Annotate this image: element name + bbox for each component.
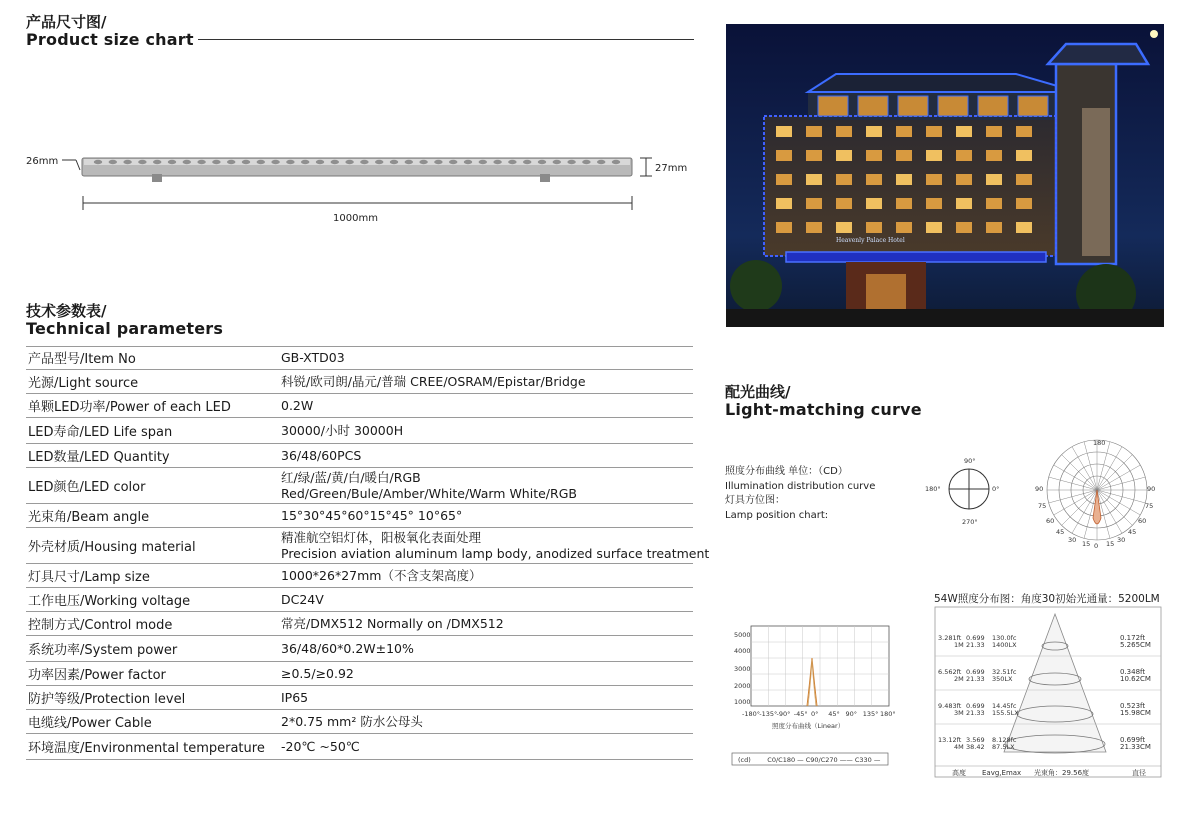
led-dot: [212, 160, 220, 164]
light-curve-title-cn: 配光曲线/: [725, 383, 791, 401]
tech-key: LED颜色/LED color: [28, 480, 146, 495]
bracket-left: [152, 174, 162, 182]
tech-key: 功率因素/Power factor: [28, 668, 166, 683]
building-window: [1016, 150, 1032, 161]
building-photo: [726, 24, 1164, 327]
lamp-drawing: [0, 0, 700, 230]
linear-chart: [724, 620, 900, 770]
linear-y-3000: 3000: [734, 665, 751, 673]
moon-icon: [1150, 30, 1158, 38]
dim-length-label: 1000mm: [333, 213, 378, 224]
building-window: [926, 174, 942, 185]
tech-value-line: -20℃ ~50℃: [281, 738, 360, 754]
light-curve-title-en: Light-matching curve: [725, 400, 922, 420]
tech-value: [281, 568, 693, 584]
tech-value: [281, 641, 693, 657]
linear-caption: 照度分布曲线（Linear）: [772, 722, 845, 730]
tech-value-line: Red/Green/Bule/Amber/White/Warm White/RGB: [281, 485, 577, 501]
tech-value-line: 15°30°45°60°15°45° 10°65°: [281, 507, 463, 523]
cone-cell-h-ft: 6.562ft: [938, 668, 962, 676]
linear-y-5000: 5000: [734, 631, 751, 639]
building-window: [986, 174, 1002, 185]
led-dot: [464, 160, 472, 164]
technical-title-cn: 技术参数表/: [26, 302, 107, 320]
led-dot: [168, 160, 176, 164]
cone-cell-lx: 155.5LX: [992, 709, 1019, 717]
linear-y-4000: 4000: [734, 647, 751, 655]
polar-label-90l: 90: [1035, 485, 1044, 493]
linear-x-tick: 0°: [811, 710, 819, 718]
technical-title: [26, 303, 223, 339]
tech-key: 光束角/Beam angle: [28, 510, 150, 525]
tech-value-line: 0.2W: [281, 397, 314, 413]
building-window: [986, 126, 1002, 137]
building-window: [806, 126, 822, 137]
polar-spoke: [1097, 490, 1145, 503]
compass-left: 180°: [925, 485, 941, 493]
cone-cell-lx: 1400LX: [992, 641, 1017, 649]
linear-x-tick: -135°: [759, 710, 778, 718]
tech-row: [26, 612, 693, 636]
tech-value: [281, 508, 693, 524]
cone-cell-d-cm: 15.98CM: [1120, 709, 1151, 717]
led-dot: [109, 160, 117, 164]
tech-row: [26, 564, 693, 588]
building-window: [986, 150, 1002, 161]
building-window: [986, 222, 1002, 233]
tech-row: [26, 686, 693, 710]
led-dot: [612, 160, 620, 164]
linear-x-tick: 45°: [828, 710, 840, 718]
tower-relief: [1082, 108, 1110, 256]
building-window: [956, 174, 972, 185]
tower-roof: [1048, 44, 1148, 64]
tech-key: LED数量/LED Quantity: [28, 450, 170, 465]
lamp-lens: [84, 159, 630, 165]
tech-key: 外壳材质/Housing material: [28, 540, 196, 555]
polar-spoke: [1062, 490, 1097, 525]
led-dot: [94, 160, 102, 164]
building-window: [866, 150, 882, 161]
building-window: [776, 150, 792, 161]
technical-table: [26, 346, 710, 760]
tech-value: [281, 470, 693, 502]
tech-value-line: 科锐/欧司朗/晶元/普瑞 CREE/OSRAM/Epistar/Bridge: [281, 373, 586, 389]
tech-value-line: 红/绿/蓝/黄/白/暖白/RGB: [281, 469, 421, 485]
led-dot: [271, 160, 279, 164]
tech-row: [26, 588, 693, 612]
building-window: [956, 150, 972, 161]
tech-value-line: 1000*26*27mm（不含支架高度）: [281, 567, 482, 583]
building-window: [806, 174, 822, 185]
tech-key: 控制方式/Control mode: [28, 618, 173, 633]
led-dot: [405, 160, 413, 164]
linear-x-tick: -180°: [742, 710, 761, 718]
tech-row: [26, 468, 693, 504]
tech-key: 单颗LED功率/Power of each LED: [28, 400, 231, 415]
curve-desc-cn: 照度分布曲线 单位：（CD）: [725, 466, 848, 477]
polar-spoke: [1097, 490, 1132, 525]
cone-cell-h-m: 1M: [954, 641, 964, 649]
tech-value-line: 2*0.75 mm² 防水公母头: [281, 713, 423, 729]
led-dot: [508, 160, 516, 164]
led-dot: [360, 160, 368, 164]
led-dot: [153, 160, 161, 164]
tech-key: 系统功率/System power: [28, 643, 178, 658]
cone-cell-h-m: 3M: [954, 709, 964, 717]
polar-label-45r: 45: [1128, 528, 1137, 536]
building-window: [836, 198, 852, 209]
tech-value-line: 36/48/60PCS: [281, 447, 362, 463]
building-window: [896, 150, 912, 161]
led-dot: [197, 160, 205, 164]
cone-cell-v1: 0.699: [966, 668, 985, 676]
tech-row: [26, 346, 693, 370]
polar-spoke: [1097, 442, 1110, 490]
building-window: [776, 126, 792, 137]
cone-cell-d-cm: 21.33CM: [1120, 743, 1151, 751]
tech-key: 光源/Light source: [28, 376, 139, 391]
linear-x-tick: -90°: [776, 710, 791, 718]
polar-spoke: [1049, 477, 1097, 490]
led-dot: [242, 160, 250, 164]
building-window: [836, 150, 852, 161]
building-window: [896, 198, 912, 209]
tech-value-line: 36/48/60*0.2W±10%: [281, 640, 414, 656]
led-dot: [597, 160, 605, 164]
building-window: [1016, 174, 1032, 185]
tech-key: 环境温度/Environmental temperature: [28, 741, 265, 756]
building-window: [836, 126, 852, 137]
lamp-pos-en: Lamp position chart:: [725, 509, 829, 521]
cone-cell-lx: 87.5LX: [992, 743, 1015, 751]
building-window: [866, 198, 882, 209]
ground: [726, 309, 1164, 327]
cone-chart: [934, 606, 1164, 778]
cone-cell-v1: 0.699: [966, 702, 985, 710]
tech-value: [281, 423, 693, 439]
cone-cell-h-m: 2M: [954, 675, 964, 683]
polar-label-30r: 30: [1117, 536, 1126, 544]
linear-x-tick: 90°: [845, 710, 858, 718]
building-window: [866, 174, 882, 185]
upper-window: [1018, 96, 1048, 116]
building-window: [926, 222, 942, 233]
cone-cell-h-m: 4M: [954, 743, 964, 751]
lamp-position-compass: [922, 452, 1006, 532]
compass-top: 90°: [964, 457, 976, 465]
building-window: [1016, 222, 1032, 233]
building-window: [926, 150, 942, 161]
polar-label-75r: 75: [1145, 502, 1154, 510]
cone-cell-h-ft: 3.281ft: [938, 634, 962, 642]
building-window: [926, 198, 942, 209]
led-dot: [286, 160, 294, 164]
cone-footer-height: 高度: [952, 769, 966, 777]
polar-spoke: [1084, 442, 1097, 490]
polar-diagram: [1030, 436, 1160, 550]
polar-label-45l: 45: [1056, 528, 1065, 536]
building-window: [986, 198, 1002, 209]
cone-cell-v1: 0.699: [966, 634, 985, 642]
linear-y-1000: 1000: [734, 698, 751, 706]
light-curve-title: [725, 384, 922, 420]
led-dot: [434, 160, 442, 164]
tech-value-line: GB-XTD03: [281, 349, 345, 365]
building-window: [956, 126, 972, 137]
tech-value: [281, 616, 693, 632]
tech-key: LED寿命/LED Life span: [28, 425, 173, 440]
tech-key: 电缆线/Power Cable: [28, 716, 152, 731]
tech-value: [281, 448, 693, 464]
led-dot: [523, 160, 531, 164]
curve-description: [725, 465, 875, 523]
product-size-title-cn: 产品尺寸图/: [26, 13, 107, 31]
cone-cell-v2: 38.42: [966, 743, 985, 751]
building-window: [836, 174, 852, 185]
tech-value: [281, 592, 693, 608]
tech-value: [281, 398, 693, 414]
tech-row: [26, 504, 693, 528]
tech-row: [26, 370, 693, 394]
led-dot: [345, 160, 353, 164]
polar-spoke: [1062, 455, 1097, 490]
linear-x-tick: -45°: [793, 710, 808, 718]
led-dot: [183, 160, 191, 164]
tech-key: 防护等级/Protection level: [28, 692, 186, 707]
tech-key: 工作电压/Working voltage: [28, 594, 191, 609]
led-dot: [375, 160, 383, 164]
tech-value: [281, 714, 693, 730]
tech-value-line: 精准航空铝灯体，阳极氧化表面处理: [281, 529, 482, 545]
tech-value-line: DC24V: [281, 591, 324, 607]
upper-window: [978, 96, 1008, 116]
led-dot: [316, 160, 324, 164]
curve-desc-en: Illumination distribution curve: [725, 480, 876, 492]
cone-footer-beam: 光束角：29.56度: [1034, 769, 1090, 777]
upper-window: [898, 96, 928, 116]
led-dot: [449, 160, 457, 164]
tech-row: [26, 710, 693, 734]
building-window: [926, 126, 942, 137]
linear-legend: (cd) C0/C180 — C90/C270 —— C330 —: [738, 756, 881, 764]
tech-value-line: ≥0.5/≥0.92: [281, 665, 354, 681]
led-dot: [331, 160, 339, 164]
tech-row: [26, 444, 693, 468]
led-dot: [138, 160, 146, 164]
tech-value: [281, 690, 693, 706]
building-window: [806, 222, 822, 233]
led-dot: [123, 160, 131, 164]
product-size-title-en: Product size chart: [26, 30, 194, 50]
dim-width-label: 26mm: [26, 156, 59, 167]
cone-cell-d-ft: 0.699ft: [1120, 736, 1146, 744]
polar-spoke: [1097, 455, 1132, 490]
led-dot: [582, 160, 590, 164]
building-window: [806, 150, 822, 161]
polar-spoke: [1049, 490, 1097, 503]
tech-value-line: Precision aviation aluminum lamp body, anodized surface treatment: [281, 545, 710, 561]
led-dot: [390, 160, 398, 164]
upper-window: [938, 96, 968, 116]
building-window: [866, 222, 882, 233]
dim-height-label: 27mm: [655, 163, 688, 174]
linear-x-ticks: [742, 710, 896, 718]
building-window: [1016, 126, 1032, 137]
cone-heading: 54W照度分布图：角度30初始光通量：5200LM: [934, 593, 1160, 605]
tech-value: [281, 350, 693, 366]
tech-value-line: IP65: [281, 689, 309, 705]
dim-width-leader: [76, 160, 80, 170]
tech-row: [26, 734, 693, 760]
tech-value-line: 常亮/DMX512 Normally on /DMX512: [281, 615, 504, 631]
tech-row: [26, 394, 693, 418]
tech-table-top-rule: [26, 346, 693, 347]
led-dot: [479, 160, 487, 164]
cone-cell-d-cm: 10.62CM: [1120, 675, 1151, 683]
cone-cell-fc: 14.45fc: [992, 702, 1017, 710]
building-window: [956, 198, 972, 209]
tech-row: [26, 662, 693, 686]
led-dot: [538, 160, 546, 164]
linear-grid: [751, 626, 889, 706]
polar-label-90r: 90: [1147, 485, 1156, 493]
upper-window: [818, 96, 848, 116]
led-dot: [493, 160, 501, 164]
cone-cell-h-ft: 13.12ft: [938, 736, 962, 744]
building-window: [956, 222, 972, 233]
building-window: [776, 174, 792, 185]
cone-cell-v2: 21.33: [966, 641, 985, 649]
tech-value: [281, 374, 693, 390]
cone-cell-d-ft: 0.348ft: [1120, 668, 1146, 676]
cone-cell-lx: 350LX: [992, 675, 1013, 683]
canopy: [786, 252, 1046, 262]
linear-x-tick: 180°: [880, 710, 896, 718]
cone-cell-d-cm: 5.265CM: [1120, 641, 1151, 649]
linear-y-2000: 2000: [734, 682, 751, 690]
tech-row: [26, 528, 710, 564]
polar-label-180: 180: [1093, 439, 1106, 447]
cone-cell-fc: 130.0fc: [992, 634, 1017, 642]
polar-spoke: [1097, 477, 1145, 490]
building-window: [836, 222, 852, 233]
hotel-sign: Heavenly Palace Hotel: [836, 237, 905, 244]
upper-window: [858, 96, 888, 116]
polar-label-0: 0: [1094, 542, 1099, 550]
tech-row: [26, 636, 693, 662]
polar-label-60r: 60: [1138, 517, 1147, 525]
led-dot: [301, 160, 309, 164]
building-window: [806, 198, 822, 209]
linear-x-tick: 135°: [862, 710, 879, 718]
building-window: [896, 174, 912, 185]
cone-footer-diam: 直径: [1132, 769, 1146, 777]
building-window: [776, 198, 792, 209]
bracket-right: [540, 174, 550, 182]
compass-right: 0°: [992, 485, 1000, 493]
building-window: [896, 222, 912, 233]
tech-key: 灯具尺寸/Lamp size: [28, 570, 150, 585]
cone-cell-h-ft: 9.483ft: [938, 702, 962, 710]
cone-footer-eavg: Eavg,Emax: [982, 769, 1022, 777]
led-dot: [227, 160, 235, 164]
polar-label-15l: 15: [1082, 540, 1091, 548]
polar-label-15r: 15: [1106, 540, 1115, 548]
cone-cell-d-ft: 0.172ft: [1120, 634, 1146, 642]
tree-left: [730, 260, 782, 312]
lamp-pos-cn: 灯具方位图：: [725, 495, 785, 506]
cone-cell-fc: 32.51fc: [992, 668, 1017, 676]
compass-bottom: 270°: [962, 518, 978, 526]
tech-value: [281, 739, 693, 755]
tech-key: 产品型号/Item No: [28, 352, 136, 367]
building-window: [896, 126, 912, 137]
cone-cell-v2: 21.33: [966, 709, 985, 717]
tech-value-line: 30000/小时 30000H: [281, 422, 404, 438]
polar-label-60l: 60: [1046, 517, 1055, 525]
cone-cell-fc: 8.128fc: [992, 736, 1017, 744]
led-dot: [553, 160, 561, 164]
tech-row: [26, 418, 693, 444]
building-window: [1016, 198, 1032, 209]
led-dot: [419, 160, 427, 164]
led-dot: [257, 160, 265, 164]
cone-cell-v2: 21.33: [966, 675, 985, 683]
cone-cell-d-ft: 0.523ft: [1120, 702, 1146, 710]
tech-value: [281, 530, 709, 562]
tech-value: [281, 666, 693, 682]
building-window: [776, 222, 792, 233]
polar-label-30l: 30: [1068, 536, 1077, 544]
polar-label-75l: 75: [1038, 502, 1047, 510]
cone-cell-v1: 3.569: [966, 736, 985, 744]
led-dot: [567, 160, 575, 164]
building-window: [866, 126, 882, 137]
building-illustration: [726, 24, 1164, 327]
technical-title-en: Technical parameters: [26, 319, 224, 339]
